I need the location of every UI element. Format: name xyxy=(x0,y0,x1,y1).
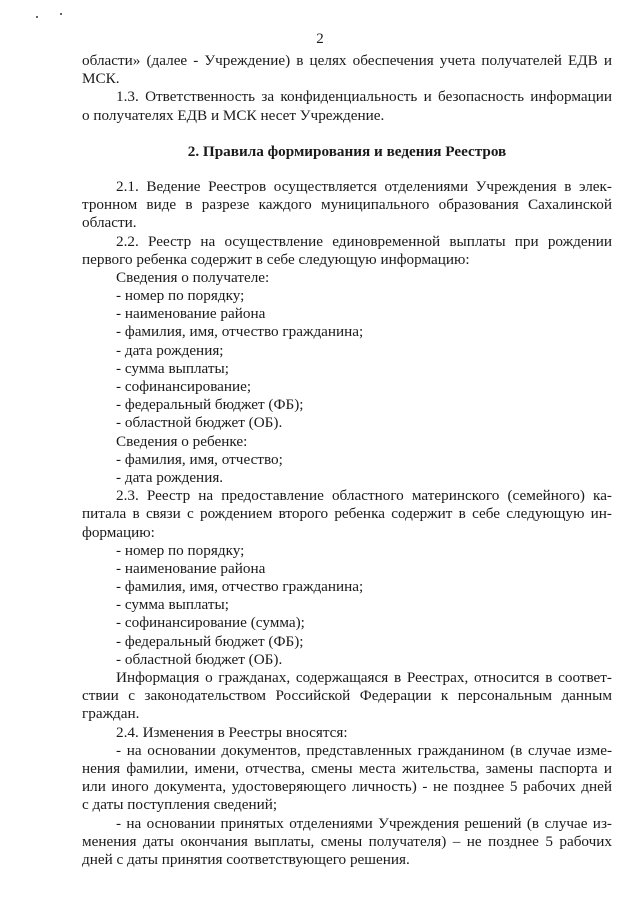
text-line: или иного документа, удостоверяющего личность) - не позднее 5 рабочих дней xyxy=(82,778,612,796)
text-line: - дата рождения; xyxy=(116,341,224,359)
scan-speck xyxy=(36,16,38,18)
text-line: МСК. xyxy=(82,70,120,88)
text-line: - софинансирование (сумма); xyxy=(116,614,305,632)
text-line: 1.3. Ответственность за конфиденциальность и безопасность информации xyxy=(116,88,612,106)
text-line: - сумма выплаты; xyxy=(116,596,229,614)
text-line: дней с даты принятия соответствующего решения. xyxy=(82,850,410,868)
text-line: питала в связи с рождением второго ребенка содержит в себе следующую ин- xyxy=(82,505,612,523)
text-line: формацию: xyxy=(82,523,155,541)
text-line: 2.4. Изменения в Реестры вносятся: xyxy=(116,723,348,741)
text-line: - сумма выплаты; xyxy=(116,359,229,377)
text-line: - областной бюджет (ОБ). xyxy=(116,650,283,668)
section-heading: 2. Правила формирования и ведения Реестров xyxy=(187,142,507,160)
text-line: - федеральный бюджет (ФБ); xyxy=(116,396,304,414)
text-line: области. xyxy=(82,214,137,232)
text-line: - наименование района xyxy=(116,559,266,577)
text-line: - дата рождения. xyxy=(116,468,224,486)
text-line: Информация о гражданах, содержащаяся в Реестрах, относится в соответ- xyxy=(116,669,612,686)
document-body xyxy=(82,52,612,869)
text-line: 2.3. Реестр на предоставление областного материнского (семейного) ка- xyxy=(116,487,612,505)
section-1-continuation xyxy=(82,52,612,125)
text-line: - на основании документов, представленных гражданином (в случае изме- xyxy=(116,741,612,759)
text-line: Сведения о получателе: xyxy=(116,268,270,286)
text-line: о получателях ЕДВ и МСК несет Учреждение. xyxy=(82,106,385,124)
text-line: - фамилия, имя, отчество гражданина; xyxy=(116,323,364,341)
scan-speck xyxy=(60,13,62,15)
text-line: тронном виде в разрезе каждого муниципального образования Сахалинской xyxy=(82,196,612,214)
text-line: 2.2. Реестр на осуществление единовременной выплаты при рождении xyxy=(116,232,612,250)
text-line: - на основании принятых отделениями Учреждения решений (в случае из- xyxy=(116,814,612,832)
text-line: - федеральный бюджет (ФБ); xyxy=(116,632,304,650)
section-2-body xyxy=(82,178,612,869)
text-line: граждан. xyxy=(82,705,140,723)
text-line: менения даты окончания выплаты, смены получателя) – не позднее 5 рабочих xyxy=(82,832,612,850)
text-line: с даты поступления сведений; xyxy=(82,796,278,814)
text-line: - наименование района xyxy=(116,305,266,323)
text-line: - фамилия, имя, отчество; xyxy=(116,450,283,468)
text-line: - номер по порядку; xyxy=(116,287,245,305)
page-number: 2 xyxy=(316,31,324,47)
text-line: ствии с законодательством Российской Федерации к персональным данным xyxy=(82,687,612,705)
text-line: первого ребенка содержит в себе следующую информацию: xyxy=(82,250,470,268)
text-line: нения фамилии, имени, отчества, смены места жительства, замены паспорта и xyxy=(82,759,612,777)
text-line: области» (далее - Учреждение) в целях обеспечения учета получателей ЕДВ и xyxy=(82,52,612,69)
text-line: Сведения о ребенке: xyxy=(116,432,248,450)
text-line: - областной бюджет (ОБ). xyxy=(116,414,283,432)
text-line: - фамилия, имя, отчество гражданина; xyxy=(116,578,364,596)
text-line: 2.1. Ведение Реестров осуществляется отделениями Учреждения в элек- xyxy=(116,177,612,195)
text-line: - номер по порядку; xyxy=(116,541,245,559)
text-line: - софинансирование; xyxy=(116,378,252,395)
